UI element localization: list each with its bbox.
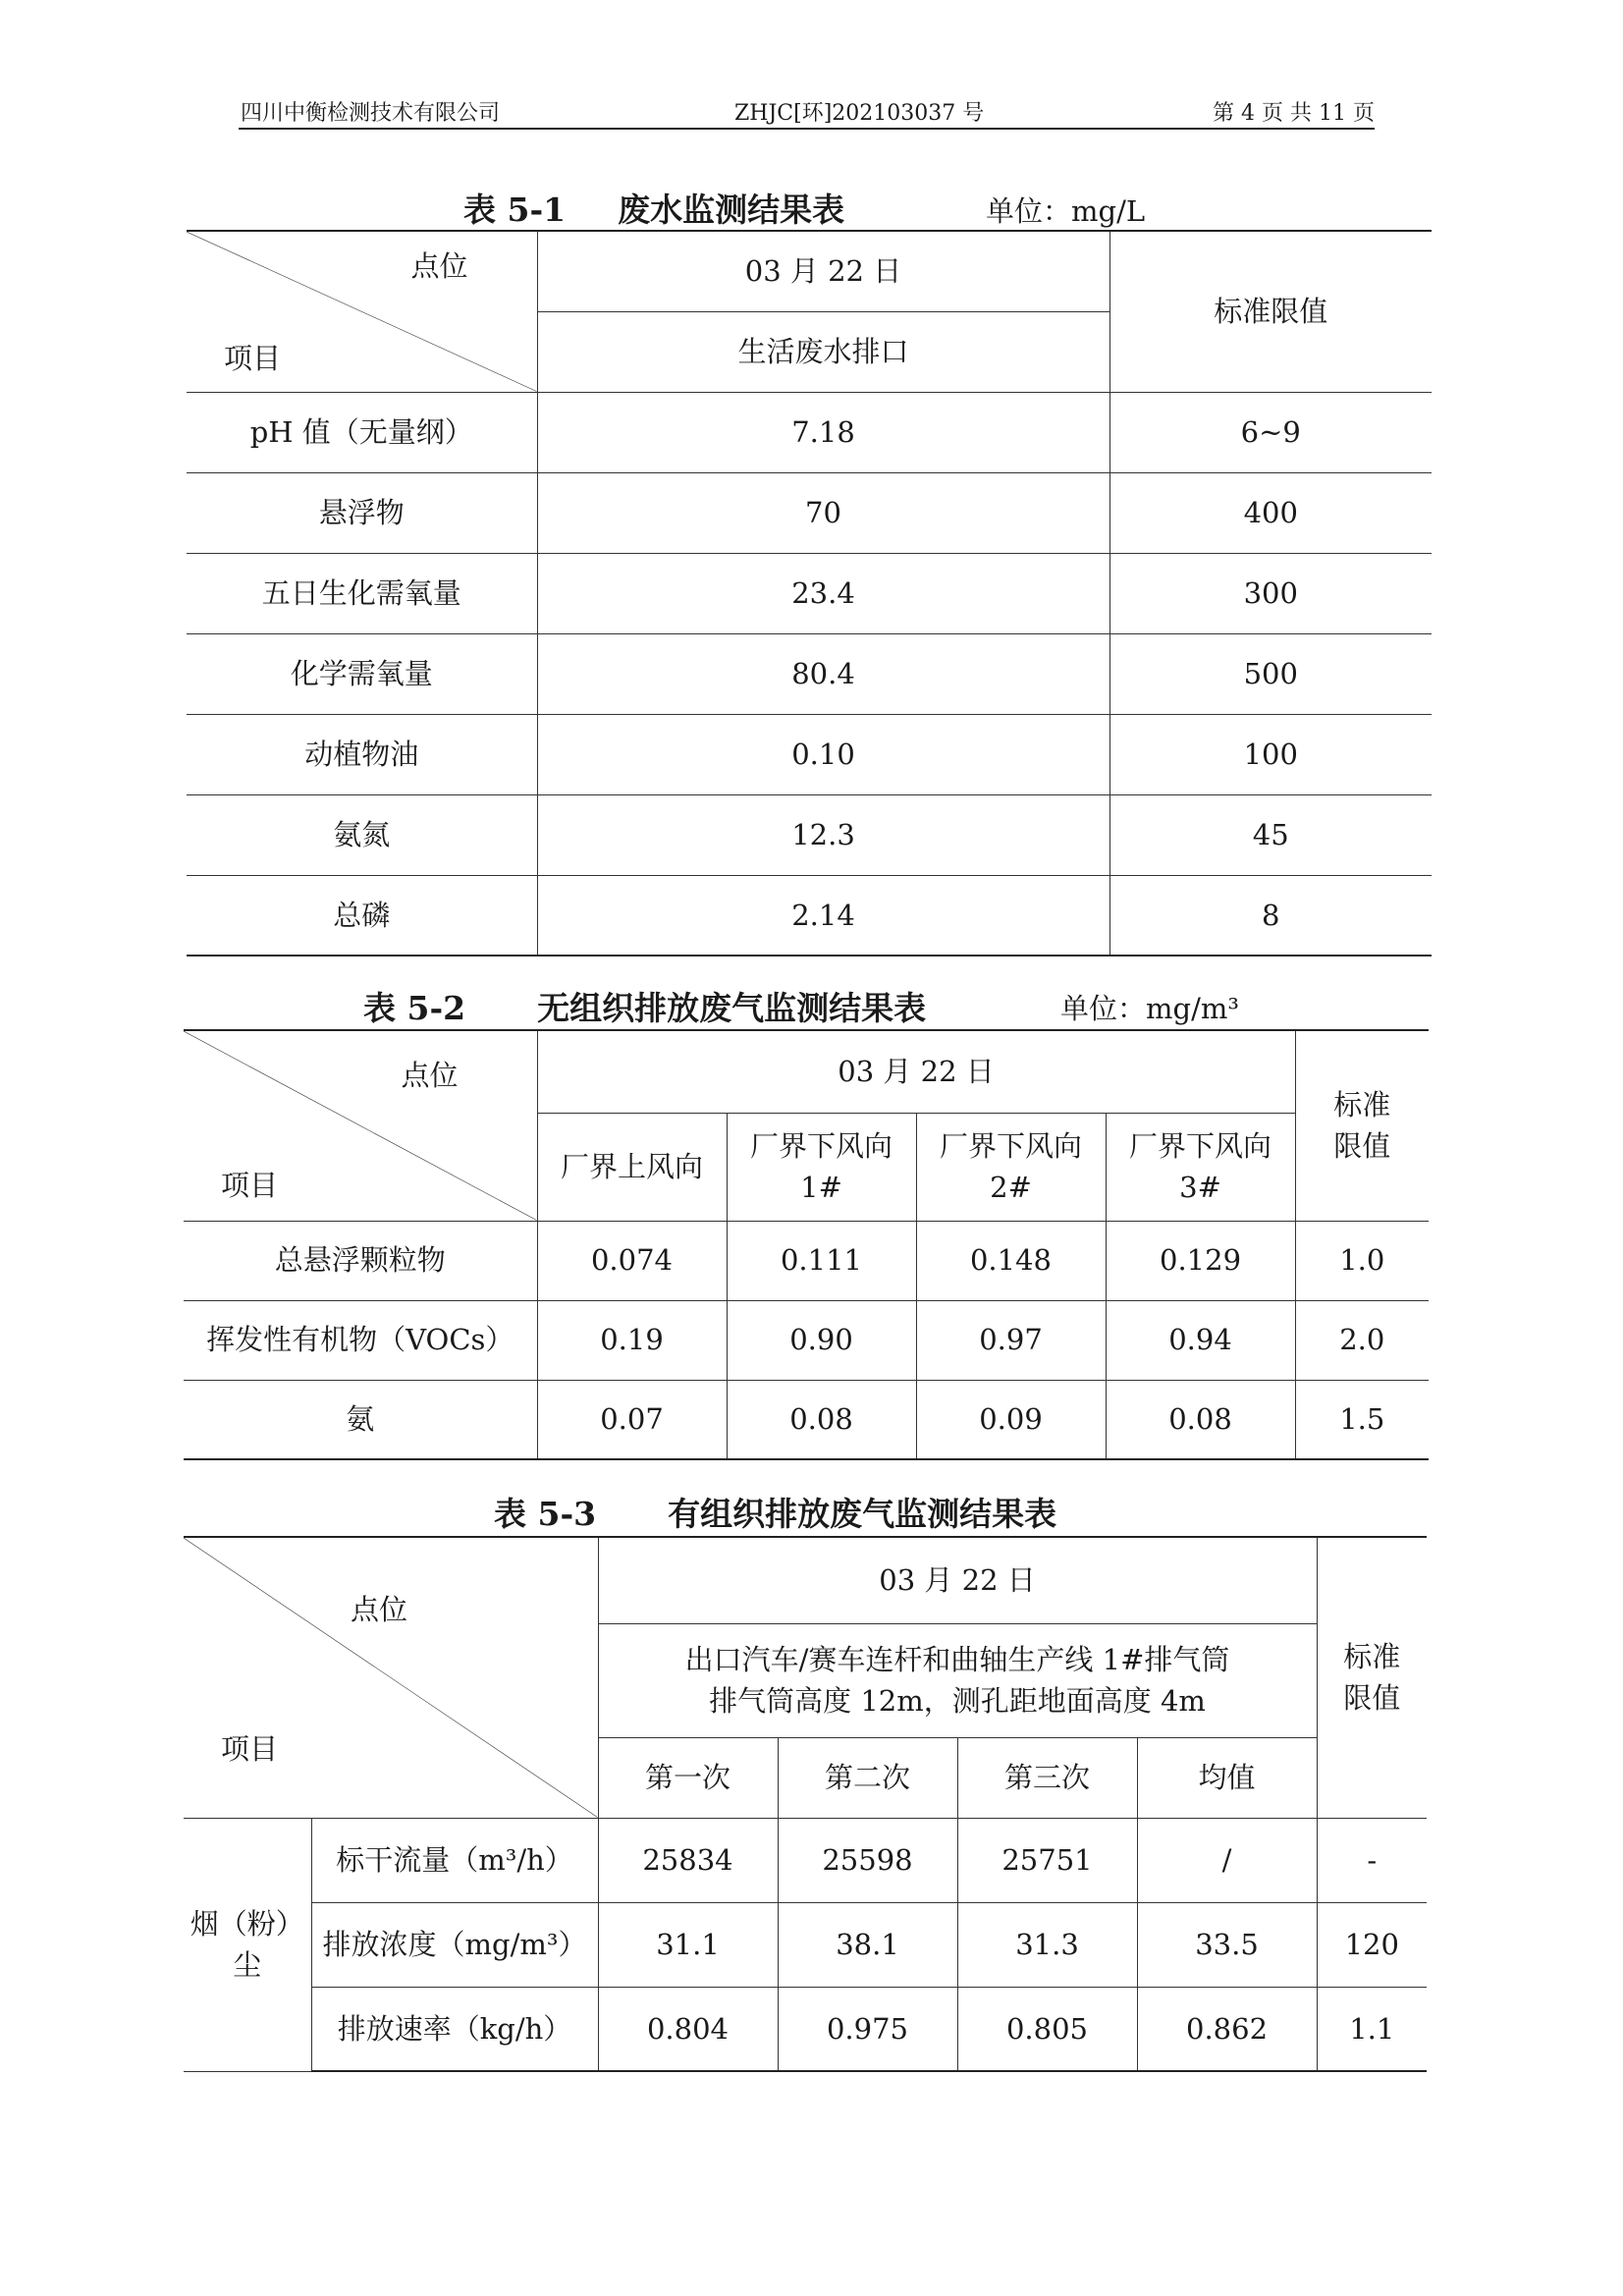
table1-point-label: 点位: [410, 249, 468, 283]
page-number: 第 4 页 共 11 页: [1213, 101, 1375, 126]
table2-value: 0.07: [537, 1380, 727, 1459]
table1-std: 400: [1109, 472, 1432, 553]
table3-value: 31.1: [598, 1902, 778, 1987]
table1-value: 0.10: [537, 714, 1109, 794]
table3-std: 120: [1317, 1902, 1427, 1987]
table2-col-header-line1: 厂界上风向: [560, 1149, 703, 1183]
table2-value: 0.90: [727, 1300, 916, 1380]
table2-value: 0.19: [537, 1300, 727, 1380]
table2-std-header-line1: 标准: [1333, 1088, 1391, 1122]
table3-value: 31.3: [957, 1902, 1137, 1987]
table1-std: 45: [1109, 794, 1432, 875]
table3-date: 03 月 22 日: [598, 1537, 1317, 1623]
table1-item: 氨氮: [187, 794, 537, 875]
table1-caption: [463, 185, 844, 231]
table3-value: 0.805: [957, 1987, 1137, 2071]
table1-item: 动植物油: [187, 714, 537, 794]
wastewater-results-table: [187, 230, 1432, 957]
table2-std: 1.5: [1295, 1380, 1429, 1459]
table1-value: 70: [537, 472, 1109, 553]
table3-value: 25834: [598, 1818, 778, 1902]
table1-corner-cell: [187, 231, 537, 392]
table3-location-line2: 排气筒高度 12m，测孔距地面高度 4m: [709, 1684, 1206, 1718]
table2-value: 0.111: [727, 1221, 916, 1300]
table2-point-label: 点位: [401, 1059, 459, 1092]
organized-emission-table: [184, 1536, 1427, 2072]
table1-value: 12.3: [537, 794, 1109, 875]
table1-item-label: 项目: [224, 342, 282, 376]
table3-caption: [494, 1489, 1056, 1535]
table1-std: 300: [1109, 553, 1432, 633]
table3-value: 0.862: [1137, 1987, 1317, 2071]
table3-point-label: 点位: [351, 1593, 408, 1626]
table3-std: -: [1317, 1818, 1427, 1902]
table2-value: 0.94: [1106, 1300, 1295, 1380]
table2-item: 总悬浮颗粒物: [184, 1221, 537, 1300]
table1-item: 悬浮物: [187, 472, 537, 553]
table3-value: 38.1: [778, 1902, 957, 1987]
table1-location: 生活废水排口: [537, 311, 1109, 392]
table2-caption: [363, 983, 926, 1029]
table1-date: 03 月 22 日: [537, 231, 1109, 311]
table2-col-header-line1: 厂界下风向: [939, 1128, 1082, 1163]
table3-std-header: [1317, 1537, 1427, 1818]
table3-std-header-line1: 标准: [1343, 1640, 1401, 1674]
table2-std: 2.0: [1295, 1300, 1429, 1380]
table1-value: 80.4: [537, 633, 1109, 714]
table2-col-header-line2: 1#: [800, 1171, 842, 1204]
table1-std: 8: [1109, 875, 1432, 956]
table2-value: 0.074: [537, 1221, 727, 1300]
table2-corner-cell: [184, 1030, 537, 1221]
table3-group-label: [184, 1818, 311, 2071]
table2-std: 1.0: [1295, 1221, 1429, 1300]
table3-col-header: 第三次: [957, 1737, 1137, 1818]
table3-caption-title: 有组织排放废气监测结果表: [668, 1495, 1057, 1533]
fugitive-emission-table: [184, 1029, 1429, 1460]
company-name: 四川中衡检测技术有限公司: [241, 101, 501, 126]
table3-std-header-line2: 限值: [1343, 1681, 1401, 1716]
table2-value: 0.08: [727, 1380, 916, 1459]
table1-std: 6~9: [1109, 392, 1432, 472]
table3-col-header: 均值: [1137, 1737, 1317, 1818]
table3-item-label: 项目: [221, 1732, 279, 1767]
table3-value: 25751: [957, 1818, 1137, 1902]
table3-location-line1: 出口汽车/赛车连杆和曲轴生产线 1#排气筒: [684, 1642, 1230, 1676]
table2-item-label: 项目: [221, 1169, 279, 1203]
table2-std-header: [1295, 1030, 1429, 1221]
table3-std: 1.1: [1317, 1987, 1427, 2071]
table1-std-header: 标准限值: [1109, 231, 1432, 392]
table1-value: 23.4: [537, 553, 1109, 633]
table1-item: 化学需氧量: [187, 633, 537, 714]
table1-value: 2.14: [537, 875, 1109, 956]
table2-item: 挥发性有机物（VOCs）: [184, 1300, 537, 1380]
table3-col-header: 第二次: [778, 1737, 957, 1818]
table2-col-header: [916, 1113, 1106, 1221]
table2-col-header: [727, 1113, 916, 1221]
table2-date: 03 月 22 日: [537, 1030, 1295, 1113]
table1-item: 总磷: [187, 875, 537, 956]
table3-value: 33.5: [1137, 1902, 1317, 1987]
table1-unit: 单位：mg/L: [986, 194, 1146, 228]
table2-value: 0.129: [1106, 1221, 1295, 1300]
table3-group-text: 烟（粉）尘: [189, 1906, 304, 1982]
table2-col-header-line1: 厂界下风向: [749, 1128, 893, 1163]
table2-value: 0.148: [916, 1221, 1106, 1300]
table2-value: 0.97: [916, 1300, 1106, 1380]
table3-value: 0.804: [598, 1987, 778, 2071]
page-header: [239, 94, 1375, 130]
table3-location: [598, 1623, 1317, 1737]
table3-item: 排放浓度（mg/m³）: [311, 1902, 598, 1987]
table1-item: 五日生化需氧量: [187, 553, 537, 633]
table2-caption-title: 无组织排放废气监测结果表: [537, 989, 927, 1027]
table2-col-header-line2: 3#: [1179, 1171, 1221, 1204]
table1-caption-num: 表 5-1: [463, 191, 567, 229]
table1-std: 500: [1109, 633, 1432, 714]
table1-item: pH 值（无量纲）: [187, 392, 537, 472]
table2-col-header-line1: 厂界下风向: [1129, 1128, 1272, 1163]
table2-value: 0.09: [916, 1380, 1106, 1459]
report-code: ZHJC[环]202103037 号: [734, 101, 985, 126]
table2-value: 0.08: [1106, 1380, 1295, 1459]
table2-col-header: [1106, 1113, 1295, 1221]
table1-caption-title: 废水监测结果表: [618, 191, 845, 229]
table1-std: 100: [1109, 714, 1432, 794]
table3-item: 标干流量（m³/h）: [311, 1818, 598, 1902]
table2-std-header-line2: 限值: [1333, 1129, 1391, 1164]
table3-caption-num: 表 5-3: [494, 1495, 597, 1533]
table2-col-header-line2: 2#: [990, 1171, 1032, 1204]
table3-corner-cell: [184, 1537, 598, 1818]
table2-unit: 单位：mg/m³: [1060, 992, 1239, 1025]
table3-value: 25598: [778, 1818, 957, 1902]
table3-item: 排放速率（kg/h）: [311, 1987, 598, 2071]
table3-col-header: 第一次: [598, 1737, 778, 1818]
table3-value: 0.975: [778, 1987, 957, 2071]
table1-value: 7.18: [537, 392, 1109, 472]
table3-value: /: [1137, 1818, 1317, 1902]
table2-item: 氨: [184, 1380, 537, 1459]
table2-caption-num: 表 5-2: [363, 989, 466, 1027]
table2-col-header: [537, 1113, 727, 1221]
